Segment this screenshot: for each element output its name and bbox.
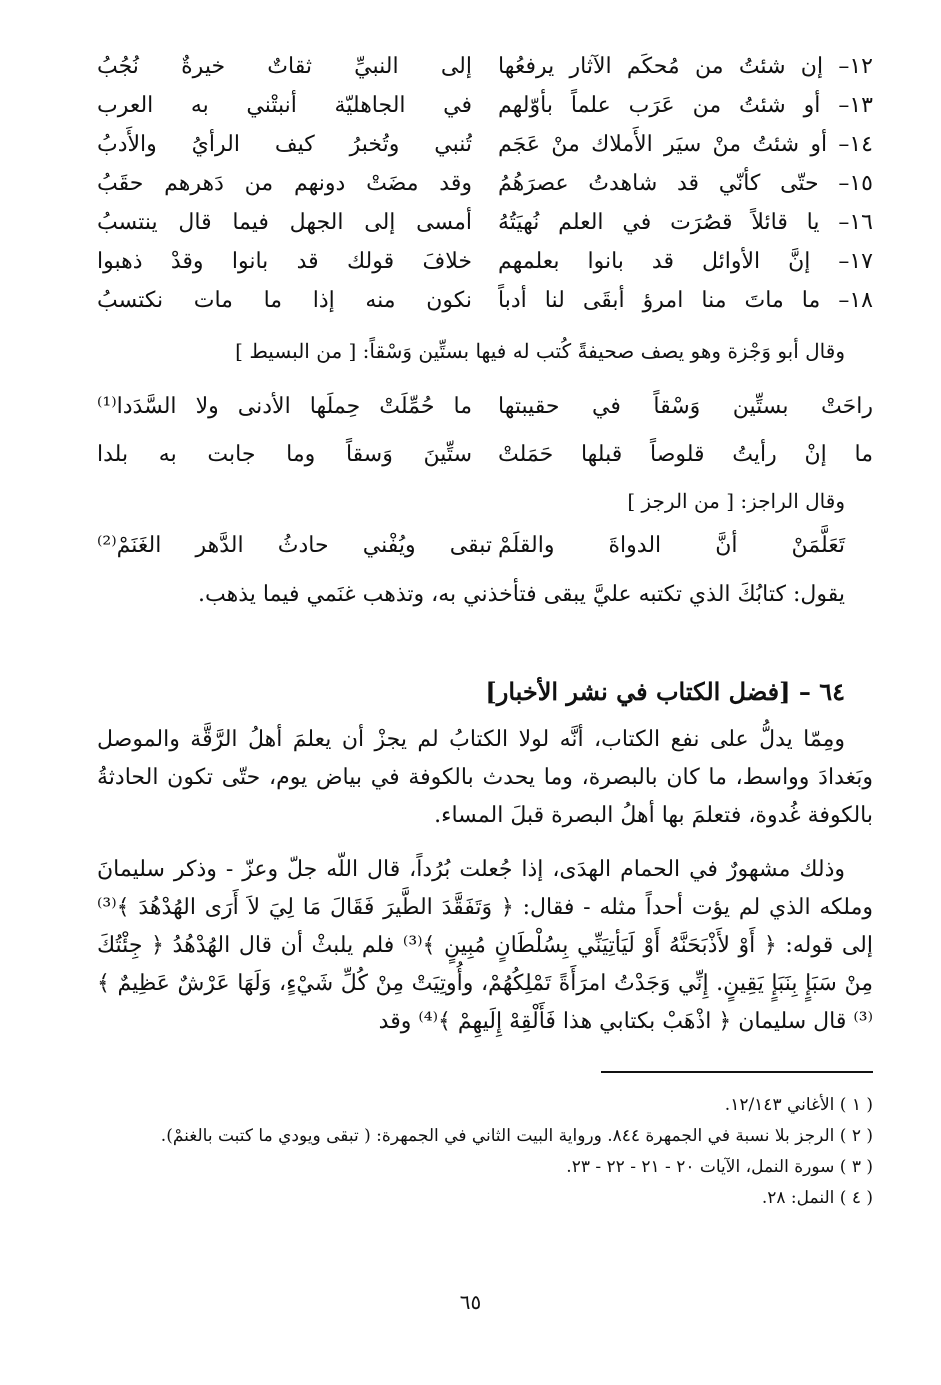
verse — [97, 383, 873, 431]
section-paragraph: وذلك مشهورٌ في الحمام الهدَى، إذا جُعلت بُرُداً، قال اللّه جلّ وعزّ - وذكر سليمانَ وملكه الذي لم يؤت أحداً مثله - فقال: ﴿ وَتَفَقَّدَ الطَّيرَ فَقَالَ مَا لِيَ لاَ أَرَى الهُدْهُدَ ﴾⁽³⁾ إلى قوله: ﴿ أَوْ لأَذْبَحَنَّهُ أَوْ لَيَأتِيَنِّي بِسُلْطَانٍ مُبِينٍ ﴾⁽³⁾ فلم يلبثْ أن قال الهُدْهُدُ ﴿ جِئْتُكَ مِنْ سَبَإٍ بِنَبَإٍ يَقِينٍ. إِنِّي وَجَدْتُ امرَأَةً تَمْلِكُهُمْ، وأُوتِيَتْ مِنْ كُلِّ شَيْءٍ، وَلَهَا عَرْشٌ عَظِيمٌ ﴾⁽³⁾ قال سليمان ﴿ اذْهَبْ بكتابي هذا فَأَلْقِهْ إِلَيهِمْ ﴾⁽⁴⁾ وقد — [97, 857, 873, 1034]
verse-first-hemistich: ١٢– إن شئتُ من مُحكَم الآثار يرفعُها — [498, 54, 873, 79]
verse — [97, 164, 873, 203]
verse-second-hemistich: أمسى إلى الجهل فيما قال ينتسبُ — [97, 210, 472, 235]
verse-first-hemistich: ١٤– أو شئتُ منْ سيَر الأَملاك منْ عَجَم — [498, 132, 873, 157]
verse-second-hemistich: تبقى ويُفْني حادثُ الدَّهر الغَنَمْ⁽²⁾ — [97, 533, 492, 558]
verse — [97, 86, 873, 125]
verse-second-hemistich: في الجاهليّة أنبتْني به العرب — [97, 93, 472, 118]
poem-c — [97, 525, 873, 567]
verse — [97, 47, 873, 86]
verse — [97, 203, 873, 242]
verse — [97, 431, 873, 479]
verse-first-hemistich: ١٨– ما ماتَ منا امرؤ أبقَى لنا أدباً — [498, 288, 873, 313]
verse-second-hemistich: نكون منه إذا ما مات نكتسبُ — [97, 288, 472, 313]
footnote: ( ٢ ) الرجز بلا نسبة في الجمهرة ٨٤٤. ورواية البيت الثاني في الجمهرة: ( تبقى ويودي ما كتبت بالغنمْ). — [160, 1126, 873, 1146]
footnote: ( ٣ ) سورة النمل، الآيات ٢٠ - ٢١ - ٢٢ - ٢٣. — [566, 1157, 873, 1177]
verse-first-hemistich: ١٧– إنَّ الأوائل قد بانوا بعلمهم — [498, 249, 873, 274]
verse-second-hemistich: خلافَ قولك قد بانوا وقدْ ذهبوا — [97, 249, 472, 274]
footnotes — [97, 1090, 873, 1214]
verse — [97, 125, 873, 164]
verse-second-hemistich: وقد مضَتْ دونهم من دَهرهم حقَبُ — [97, 171, 472, 196]
verse-first-hemistich: ١٥– حتّى كأنّي قد شاهدتُ عصرَهُمُ — [498, 171, 873, 196]
page-number: ٦٥ — [459, 1290, 482, 1314]
verse-second-hemistich: ستِّينَ وَسقاً وما جابت به بلدا — [97, 442, 472, 467]
verse-first-hemistich: تَعَلَّمَنْ أنَّ الدواةَ والقلَمْ — [498, 533, 845, 558]
verse-first-hemistich: راحَتْ بستِّين وَسْقاً في حقيبتها — [498, 394, 873, 419]
verse-first-hemistich: ما إنْ رأيتُ قلوصاً قبلها حَمَلتْ — [498, 442, 873, 467]
poem-c-intro: وقال الراجز: [ من الرجز ] — [627, 489, 845, 513]
poem-c-explanation: يقول: كتابُكَ الذي تكتبه عليَّ يبقى فتأخذني به، وتذهب غنَمي فيما يذهب. — [198, 582, 845, 607]
verse-first-hemistich: ١٣– أو شئتُ من عَرَب علماً بأوّلهم — [498, 93, 873, 118]
poem-a — [97, 47, 873, 320]
poem-b — [97, 383, 873, 479]
footnote: ( ٤ ) النمل: ٢٨. — [761, 1188, 873, 1208]
verse-second-hemistich: ما حُمِّلَتْ حِملَها الأدنى ولا السَّدَدا⁽¹⁾ — [97, 394, 472, 419]
verse-first-hemistich: ١٦– يا قائلاً قصُرَت في العلم نُهيَتُهُ — [498, 210, 873, 235]
verse-second-hemistich: تُنبي وتُخبرُ كيف الرأيُ والأَدبُ — [97, 132, 472, 157]
section-heading: ٦٤ – [فضل الكتاب في نشر الأخبار] — [485, 677, 845, 706]
footnote-separator — [601, 1071, 873, 1073]
verse — [97, 281, 873, 320]
verse-second-hemistich: إلى النبيِّ ثقاتٌ خيرةٌ نُجُبُ — [97, 54, 472, 79]
section-paragraph: ومِمّا يدلُّ على نفع الكتاب، أنَّه لولا الكتابُ لم يجزْ أن يعلمَ أهلُ الرَّقَّة والموصل وبَغدادَ وواسط، ما كان بالبصرة، وما يحدث بالكوفة في بياض يوم، حتّى تكون الحادثةُ بالكوفة غُدوة، فتعلمَ بها أهلُ البصرة قبلَ المساء. — [97, 727, 873, 828]
footnote: ( ١ ) الأغاني ١٢/١٤٣. — [724, 1095, 873, 1115]
verse — [97, 525, 873, 567]
verse — [97, 242, 873, 281]
poem-b-intro: وقال أبو وَجْزة وهو يصف صحيفةً كُتب له فيها بستِّين وَسْقاً: [ من البسيط ] — [235, 339, 845, 363]
